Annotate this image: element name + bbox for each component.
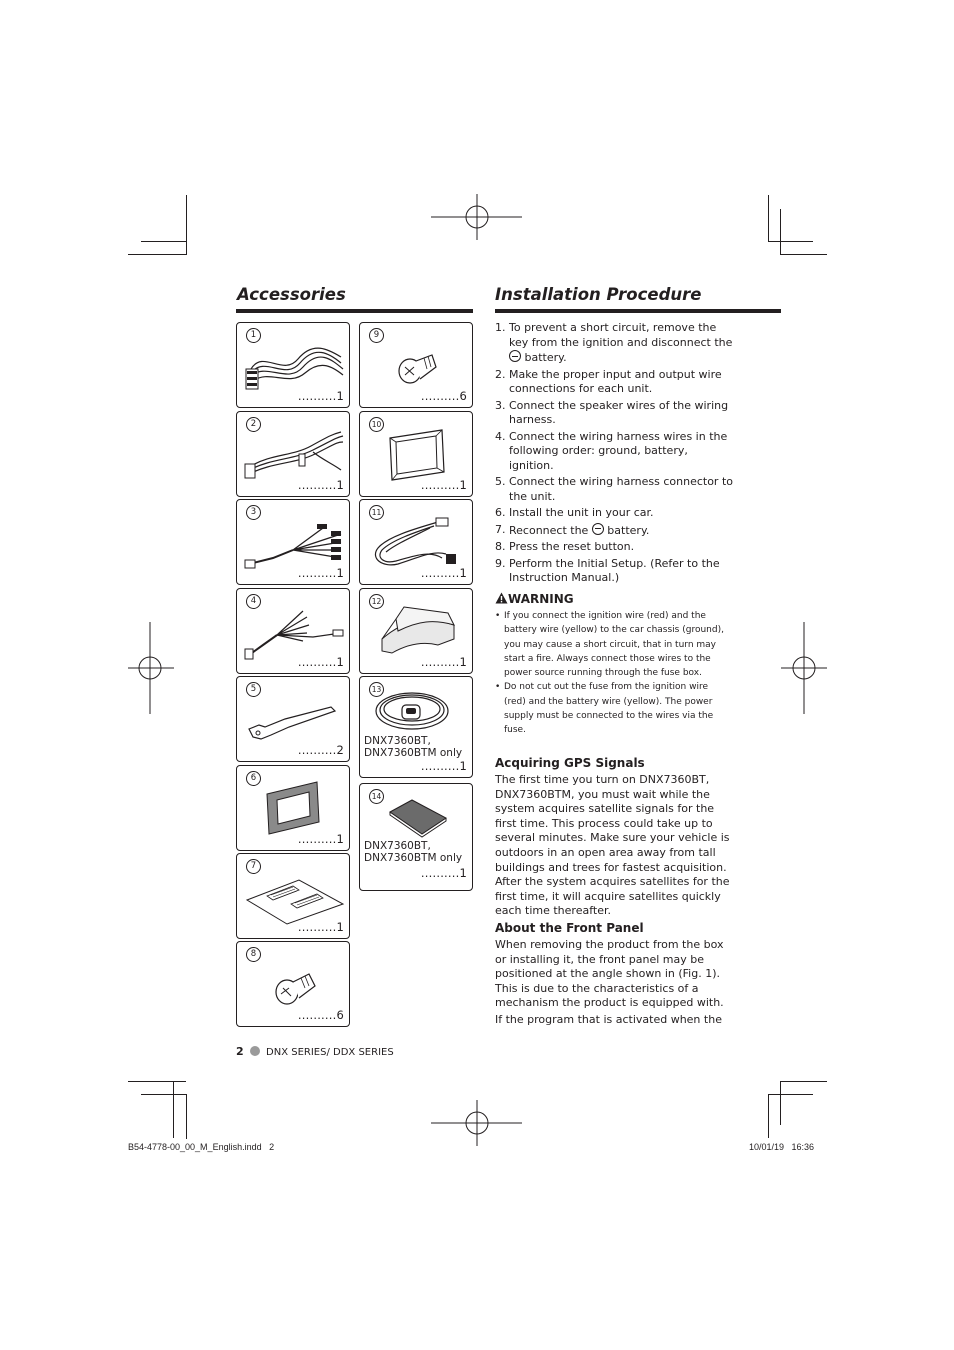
extraction-key-icon bbox=[245, 699, 345, 743]
accessory-item-3 bbox=[236, 499, 350, 585]
accessory-item-13 bbox=[359, 676, 473, 778]
item-number: 3 bbox=[246, 505, 261, 520]
step-item: 1. To prevent a short circuit, remove the key from the ignition and disconnect the battery. bbox=[495, 321, 733, 364]
item-number: 8 bbox=[246, 947, 261, 962]
trim-plate-icon bbox=[263, 778, 323, 836]
accessory-item-1 bbox=[236, 322, 350, 408]
warning-list bbox=[495, 609, 727, 738]
front-panel-heading: About the Front Panel bbox=[495, 921, 644, 935]
step-item: 6. Install the unit in your car. bbox=[495, 506, 654, 519]
step-item: 3. Connect the speaker wires of the wiring harness. bbox=[495, 398, 729, 426]
gps-antenna-icon bbox=[372, 685, 456, 733]
accessory-item-4 bbox=[236, 588, 350, 674]
item-number: 4 bbox=[246, 594, 261, 609]
rca-cable-icon bbox=[243, 605, 347, 661]
accessory-item-5 bbox=[236, 676, 350, 762]
step-item: 8. Press the reset button. bbox=[495, 540, 635, 553]
warning-item: • Do not cut out the fuse from the ignition wire (red) and the battery wire (yellow). The power supply must be connected to the wires via the fuse. bbox=[495, 680, 727, 737]
warning-heading: WARNING bbox=[495, 592, 574, 606]
page-number: 2 bbox=[236, 1045, 244, 1058]
minus-icon bbox=[509, 350, 521, 362]
registration-mark-icon bbox=[430, 194, 524, 240]
registration-mark-icon bbox=[781, 622, 827, 714]
item-quantity: ..........1 bbox=[297, 566, 344, 580]
accessories-rule bbox=[236, 309, 473, 313]
installation-steps bbox=[495, 321, 735, 588]
mounting-bracket-icon bbox=[386, 426, 448, 482]
item-note: DNX7360BT, DNX7360BTM only bbox=[364, 840, 463, 864]
accessory-item-12 bbox=[359, 588, 473, 674]
gps-heading: Acquiring GPS Signals bbox=[495, 756, 645, 770]
accessory-item-10 bbox=[359, 411, 473, 497]
series-label: DNX SERIES/ DDX SERIES bbox=[266, 1047, 394, 1058]
wiring-harness-icon bbox=[243, 339, 347, 393]
accessory-item-9 bbox=[359, 322, 473, 408]
item-number: 5 bbox=[246, 682, 261, 697]
item-number: 9 bbox=[369, 328, 384, 343]
installation-title: Installation Procedure bbox=[495, 285, 702, 304]
item-number: 14 bbox=[369, 789, 384, 804]
page-footer bbox=[236, 1045, 394, 1058]
installation-rule bbox=[495, 309, 781, 313]
step-item: 9. Perform the Initial Setup. (Refer to the Instruction Manual.) bbox=[495, 556, 720, 584]
warning-icon bbox=[495, 592, 508, 604]
step-item: 5. Connect the wiring harness connector to the unit. bbox=[495, 475, 733, 503]
item-number: 12 bbox=[369, 594, 384, 609]
registration-mark-icon bbox=[128, 622, 174, 714]
minus-icon bbox=[592, 523, 604, 535]
accessory-item-14 bbox=[359, 783, 473, 891]
item-number: 10 bbox=[369, 417, 384, 432]
item-quantity: ..........1 bbox=[297, 478, 344, 492]
item-quantity: ..........1 bbox=[297, 832, 344, 846]
item-number: 7 bbox=[246, 859, 261, 874]
item-number: 1 bbox=[246, 328, 261, 343]
warning-item: • If you connect the ignition wire (red) and the battery wire (yellow) to the car chassis (ground), you may cause a short circuit, that in turn may start a fire. Always connect those wires to the power source running through the fuse box. bbox=[495, 609, 727, 680]
item-quantity: ..........1 bbox=[297, 920, 344, 934]
screw-icon bbox=[396, 349, 440, 389]
item-quantity: ..........6 bbox=[297, 1008, 344, 1022]
footer-dot-icon bbox=[250, 1046, 260, 1056]
accessory-item-6 bbox=[236, 765, 350, 851]
step-item: 2. Make the proper input and output wire connections for each unit. bbox=[495, 367, 722, 395]
rca-cable-icon bbox=[243, 520, 347, 572]
item-number: 11 bbox=[369, 505, 384, 520]
registration-mark-icon bbox=[430, 1100, 524, 1146]
item-note: DNX7360BT, DNX7360BTM only bbox=[364, 735, 463, 759]
accessories-title: Accessories bbox=[237, 285, 346, 304]
wiring-harness-icon bbox=[243, 430, 347, 482]
front-panel-text: When removing the product from the box or installing it, the front panel may be positioned at the angle shown in (Fig. 1). This is due to the characteristics of a mechanism the product is equipped with. bbox=[495, 938, 724, 1010]
accessory-item-2 bbox=[236, 411, 350, 497]
accessory-item-7 bbox=[236, 853, 350, 939]
date-slug: 10/01/19 16:36 bbox=[749, 1142, 815, 1152]
screw-icon bbox=[273, 968, 317, 1008]
item-quantity: ..........1 bbox=[297, 389, 344, 403]
item-quantity: ..........1 bbox=[420, 866, 467, 880]
step-item: 7. Reconnect the battery. bbox=[495, 522, 650, 537]
gps-text: The first time you turn on DNX7360BT, DNX7360BTM, you must wait while the system acquires satellite signals for the first time. This process could take up to several minutes. Make sure your vehicle is outdoors in an open area away from tall buildings and trees for fastest acquisition. After the system acquires satellites for the first time, it will acquire satellites quickly each time thereafter. bbox=[495, 773, 730, 918]
escutcheon-icon bbox=[378, 605, 460, 657]
item-number: 2 bbox=[246, 417, 261, 432]
item-quantity: ..........2 bbox=[297, 743, 344, 757]
file-slug: B54-4778-00_00_M_English.indd 2 bbox=[128, 1142, 275, 1152]
item-quantity: ..........1 bbox=[420, 566, 467, 580]
item-quantity: ..........6 bbox=[420, 389, 467, 403]
item-number: 6 bbox=[246, 771, 261, 786]
step-item: 4. Connect the wiring harness wires in the following order: ground, battery, ignition. bbox=[495, 429, 728, 472]
item-quantity: ..........1 bbox=[420, 478, 467, 492]
item-quantity: ..........1 bbox=[420, 759, 467, 773]
microphone-cable-icon bbox=[368, 514, 470, 574]
item-quantity: ..........1 bbox=[420, 655, 467, 669]
item-quantity: ..........1 bbox=[297, 655, 344, 669]
accessory-item-8 bbox=[236, 941, 350, 1027]
metal-plate-icon bbox=[386, 796, 450, 838]
accessory-item-11 bbox=[359, 499, 473, 585]
item-number: 13 bbox=[369, 682, 384, 697]
front-panel-text-continued: If the program that is activated when the bbox=[495, 1013, 722, 1026]
mounting-sheet-icon bbox=[245, 874, 345, 926]
